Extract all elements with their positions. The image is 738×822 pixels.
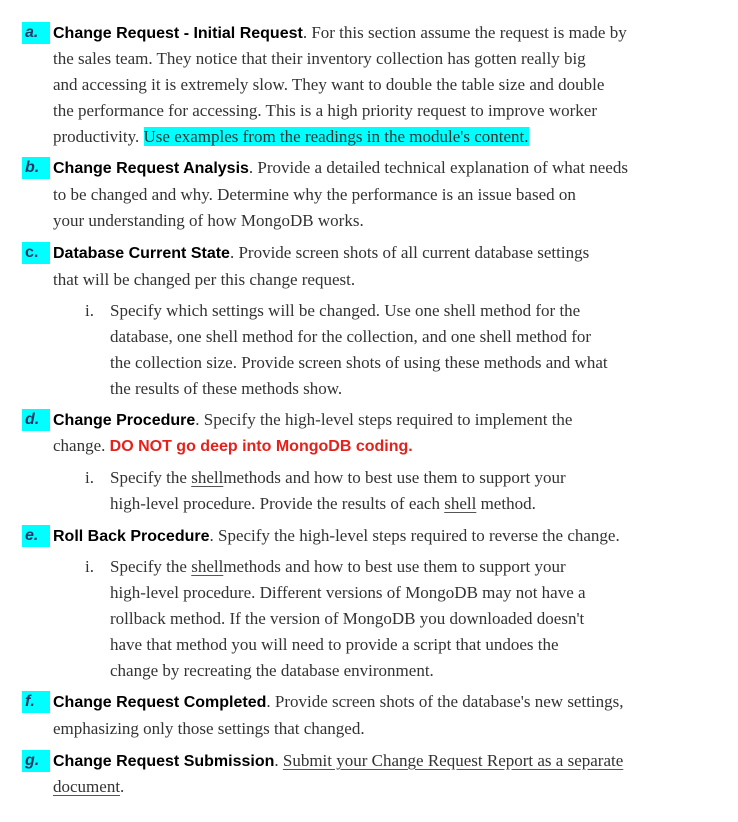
item-a-text-end: productivity. — [53, 127, 140, 146]
item-d-text: . Specify the high-level steps required to implement the — [195, 410, 573, 429]
item-c-sub-line-3: the collection size. Provide screen shots of using these methods and what — [110, 353, 608, 372]
item-e-sub-line-3: rollback method. If the version of MongoDB you downloaded doesn't — [110, 609, 585, 628]
item-a-line-2: the sales team. They notice that their inventory collection has gotten really big — [53, 49, 586, 68]
item-d-sub-text-4: method. — [480, 494, 536, 513]
warning-text: DO NOT go deep into MongoDB coding. — [109, 438, 413, 455]
item-c-line-2: that will be changed per this change request. — [53, 270, 356, 289]
item-d-heading: Change Procedure — [53, 412, 196, 429]
item-f-line-2: emphasizing only those settings that changed. — [53, 719, 365, 738]
item-c-sub-marker: i. — [85, 301, 94, 320]
shell-term: shell — [191, 557, 224, 576]
item-e-sub-line-2: high-level procedure. Different versions of MongoDB may not have a — [110, 583, 586, 602]
item-a-heading: Change Request - Initial Request — [53, 25, 303, 42]
item-marker-g: g. — [22, 750, 50, 772]
shell-term: shell — [444, 494, 477, 513]
item-c-text: . Provide screen shots of all current database settings — [229, 243, 590, 262]
item-e-sub-text-1: Specify the — [110, 557, 187, 576]
item-g-line-2 — [53, 776, 124, 798]
item-c-sub-line-1: Specify which settings will be changed. Use one shell method for the — [110, 301, 581, 320]
item-marker-d: d. — [22, 409, 50, 431]
item-f-heading: Change Request Completed — [53, 694, 267, 711]
item-b-text: . Provide a detailed technical explanation of what needs — [248, 158, 628, 177]
item-e-line-1 — [53, 525, 620, 548]
item-a-line-5 — [53, 126, 529, 148]
item-d-sub-text-1: Specify the — [110, 468, 187, 487]
item-c-heading: Database Current State — [53, 245, 230, 262]
item-d-sub-line-2 — [110, 493, 536, 515]
item-a-line-3: and accessing it is extremely slow. They want to double the table size and double — [53, 75, 605, 94]
highlighted-instruction: Use examples from the readings in the module's content. — [143, 127, 529, 146]
item-e-heading: Roll Back Procedure — [53, 528, 210, 545]
item-b-line-2: to be changed and why. Determine why the performance is an issue based on — [53, 185, 576, 204]
item-marker-b: b. — [22, 157, 50, 179]
item-c-line-1 — [53, 242, 589, 265]
item-marker-f: f. — [22, 691, 50, 713]
item-d-line-1 — [53, 409, 572, 432]
item-e-text: . Specify the high-level steps required to reverse the change. — [209, 526, 620, 545]
item-e-sub-text-2: methods and how to best use them to support your — [223, 557, 566, 576]
item-marker-a: a. — [22, 22, 50, 44]
item-d-sub-text-3: high-level procedure. Provide the results of each — [110, 494, 440, 513]
item-a-line-1 — [53, 22, 627, 45]
item-marker-e: e. — [22, 525, 50, 547]
item-a-line-4: the performance for accessing. This is a high priority request to improve worker — [53, 101, 597, 120]
item-e-sub-line-1 — [110, 556, 566, 578]
submission-link[interactable]: Submit your Change Request Report as a separate — [282, 751, 624, 770]
item-g-text-end: . — [120, 777, 125, 796]
item-e-sub-marker: i. — [85, 557, 94, 576]
item-d-sub-marker: i. — [85, 468, 94, 487]
item-f-line-1 — [53, 691, 624, 714]
item-g-line-1 — [53, 750, 623, 773]
item-b-line-1 — [53, 157, 628, 180]
item-d-line-2 — [53, 435, 413, 458]
item-b-heading: Change Request Analysis — [53, 160, 249, 177]
item-b-line-3: your understanding of how MongoDB works. — [53, 211, 364, 230]
item-c-sub-line-4: the results of these methods show. — [110, 379, 343, 398]
item-g-heading: Change Request Submission — [53, 753, 275, 770]
item-e-sub-line-5: change by recreating the database environment. — [110, 661, 434, 680]
item-a-text: . For this section assume the request is made by — [302, 23, 627, 42]
item-e-sub-line-4: have that method you will need to provide a script that undoes the — [110, 635, 559, 654]
item-d-sub-line-1 — [110, 467, 566, 489]
submission-link-end[interactable]: document — [53, 777, 121, 796]
shell-term: shell — [191, 468, 224, 487]
item-d-sub-text-2: methods and how to best use them to support your — [223, 468, 566, 487]
item-g-text: . — [274, 751, 279, 770]
item-marker-c: c. — [22, 242, 50, 264]
item-d-text-2: change. — [53, 436, 106, 455]
item-f-text: . Provide screen shots of the database's new settings, — [266, 692, 624, 711]
item-c-sub-line-2: database, one shell method for the collection, and one shell method for — [110, 327, 592, 346]
